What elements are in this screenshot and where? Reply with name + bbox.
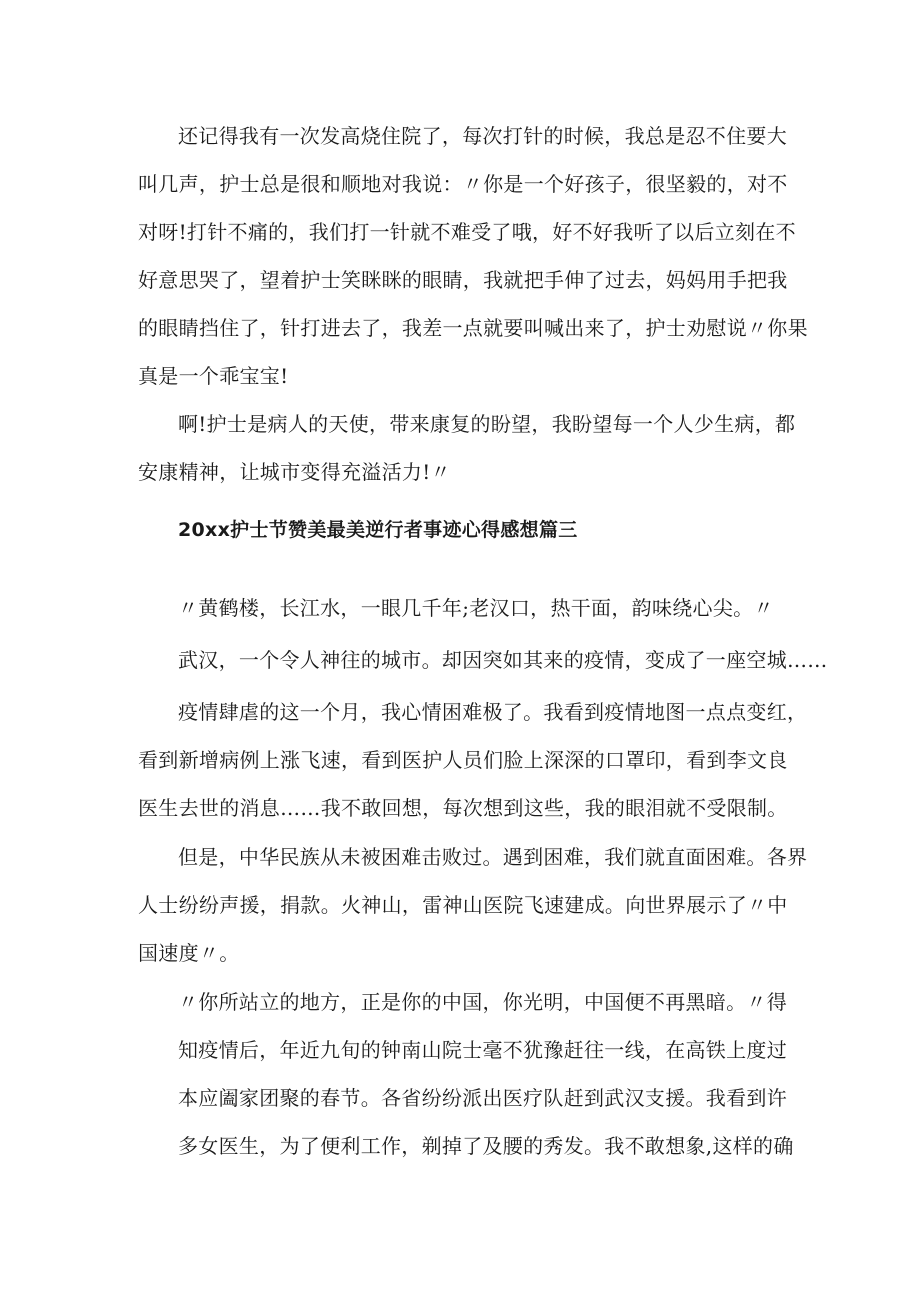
paragraph-5-line-1: 疫情肆虐的这一个月，我心情困难极了。我看到疫情地图一点点变红， <box>178 700 808 724</box>
paragraph-5-line-2: 看到新增病例上涨飞速，看到医护人员们脸上深深的口罩印，看到李文良 <box>138 748 788 772</box>
paragraph-7-line-3: 本应阖家团聚的春节。各省纷纷派出医疗队赶到武汉支援。我看到许 <box>178 1086 787 1110</box>
paragraph-1-line-3: 对呀!打针不痛的，我们打一针就不难受了哦，好不好我听了以后立刻在不 <box>138 220 796 244</box>
paragraph-4-line-1: 武汉，一个令人神往的城市。却因突如其来的疫情，变成了一座空城…… <box>178 648 828 672</box>
section-heading: 20xx护士节赞美最美逆行者事迹心得感想篇三 <box>178 519 578 541</box>
paragraph-1-line-4: 好意思哭了，望着护士笑眯眯的眼睛，我就把手伸了过去，妈妈用手把我 <box>138 268 788 292</box>
paragraph-2-line-2: 安康精神，让城市变得充溢活力!〃 <box>138 460 451 484</box>
paragraph-1-line-5: 的眼睛挡住了，针打进去了，我差一点就要叫喊出来了，护士劝慰说〃你果 <box>138 316 808 340</box>
paragraph-1-line-1: 还记得我有一次发高烧住院了，每次打针的时候，我总是忍不住要大 <box>178 124 787 148</box>
paragraph-5-line-3: 医生去世的消息……我不敢回想，每次想到这些，我的眼泪就不受限制。 <box>138 796 788 820</box>
paragraph-2-line-1: 啊!护士是病人的天使，带来康复的盼望，我盼望每一个人少生病，都 <box>178 412 796 436</box>
paragraph-3-line-1: 〃黄鹤楼，长江水，一眼几千年;老汉口，热干面，韵味绕心尖。〃 <box>178 596 774 620</box>
paragraph-6-line-3: 国速度〃。 <box>138 941 240 965</box>
paragraph-6-line-1: 但是，中华民族从未被困难击败过。遇到困难，我们就直面困难。各界 <box>178 845 808 869</box>
paragraph-7-line-1: 〃你所站立的地方，正是你的中国，你光明，中国便不再黑暗。〃得 <box>178 990 787 1014</box>
paragraph-7-line-4: 多女医生，为了便利工作，剃掉了及腰的秀发。我不敢想象,这样的确 <box>178 1134 794 1158</box>
paragraph-6-line-2: 人士纷纷声援，捐款。火神山，雷神山医院飞速建成。向世界展示了〃中 <box>138 893 788 917</box>
paragraph-1-line-6: 真是一个乖宝宝! <box>138 364 289 388</box>
paragraph-7-line-2: 知疫情后，年近九旬的钟南山院士毫不犹豫赶往一线，在高铁上度过 <box>178 1038 787 1062</box>
paragraph-1-line-2: 叫几声，护士总是很和顺地对我说：〃你是一个好孩子，很坚毅的，对不 <box>138 172 788 196</box>
